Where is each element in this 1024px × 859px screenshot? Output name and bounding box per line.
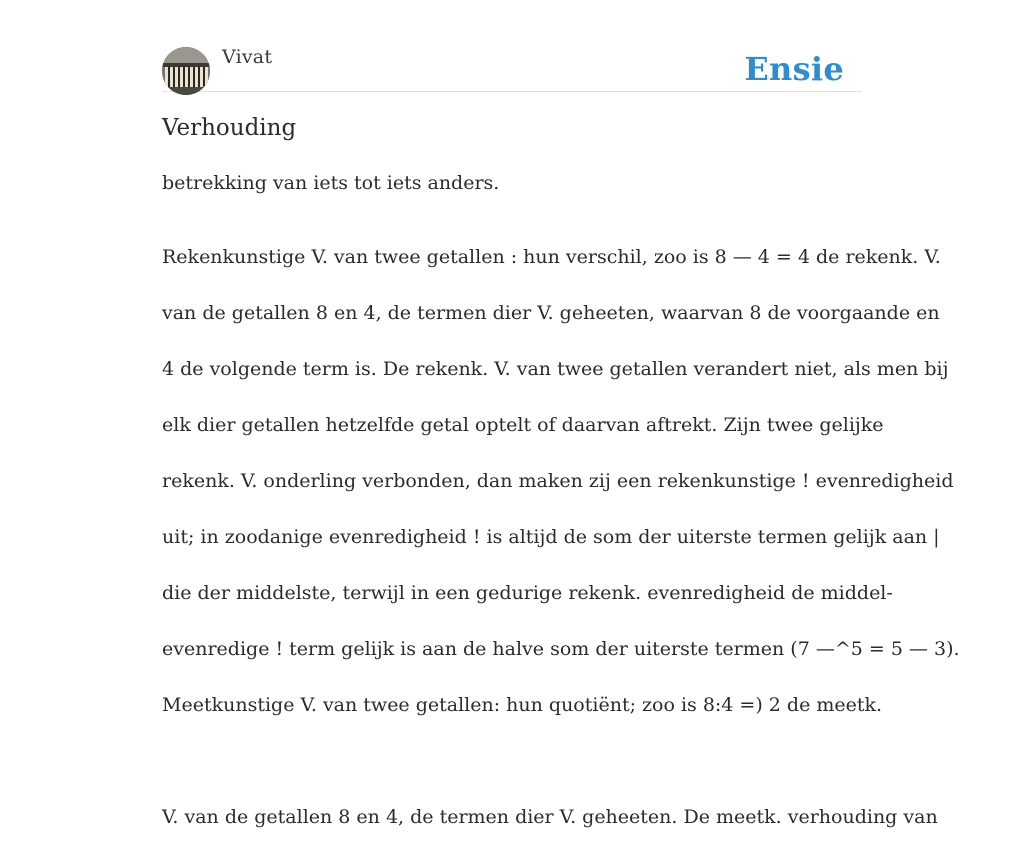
- body-line: V. van de getallen 8 en 4, de termen dier V. geheeten. De meetk. verhouding van: [162, 806, 938, 828]
- body-line: Rekenkunstige V. van twee getallen : hun verschil, zoo is 8 — 4 = 4 de rekenk. V.: [162, 246, 941, 268]
- article-page: [162, 0, 960, 828]
- body-line: van de getallen 8 en 4, de termen dier V. geheeten, waarvan 8 de voorgaande en: [162, 302, 940, 324]
- body-line: evenredige ! term gelijk is aan de halve som der uiterste termen (7 —^5 = 5 — 3).: [162, 638, 960, 660]
- article-definition: betrekking van iets tot iets anders.: [162, 172, 500, 194]
- body-line: 4 de volgende term is. De rekenk. V. van twee getallen verandert niet, als men bij: [162, 358, 949, 380]
- body-line: uit; in zoodanige evenredigheid ! is altijd de som der uiterste termen gelijk aan |: [162, 526, 940, 548]
- books-avatar-image: [162, 47, 210, 95]
- body-line: Meetkunstige V. van twee getallen: hun quotiënt; zoo is 8:4 =) 2 de meetk.: [162, 694, 883, 716]
- body-line: rekenk. V. onderling verbonden, dan maken zij een rekenkunstige ! evenredigheid: [162, 470, 954, 492]
- author-name[interactable]: Vivat: [222, 46, 273, 68]
- body-line: die der middelste, terwijl in een gedurige rekenk. evenredigheid de middel-: [162, 582, 893, 604]
- author-avatar[interactable]: [162, 47, 210, 95]
- brand-logo-link[interactable]: Ensie: [744, 50, 844, 88]
- article-body: [162, 215, 960, 859]
- paragraph-gap: [162, 747, 874, 775]
- body-line: elk dier getallen hetzelfde getal optelt of daarvan aftrekt. Zijn twee gelijke: [162, 414, 884, 436]
- article-header: [162, 0, 862, 92]
- article-title: Verhouding: [162, 115, 297, 141]
